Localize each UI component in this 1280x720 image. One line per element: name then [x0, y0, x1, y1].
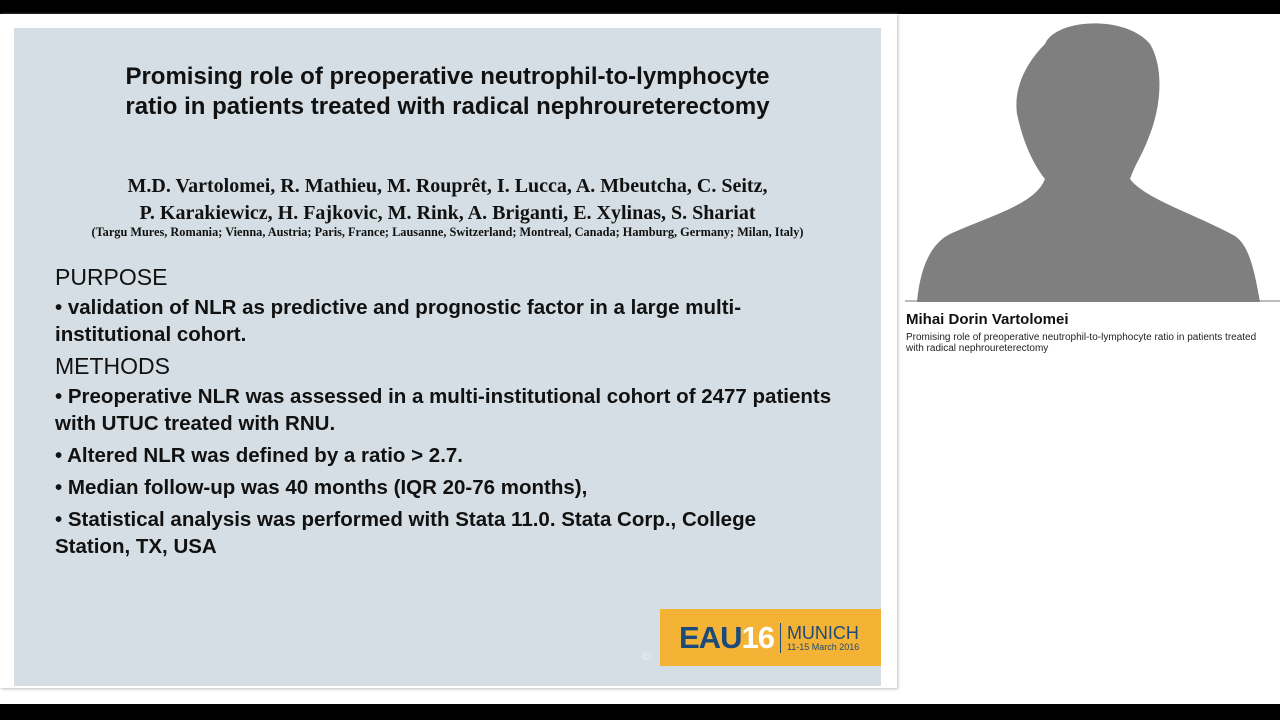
person-silhouette-icon: [905, 14, 1280, 302]
bullet: • Altered NLR was defined by a ratio > 2.7.: [55, 444, 463, 467]
bullet: • Statistical analysis was performed with Stata 11.0. Stata Corp., College Station, TX, USA: [55, 508, 756, 558]
bullet: • validation of NLR as predictive and prognostic factor in a large multi-institutional cohort.: [55, 296, 742, 346]
authors-line: P. Karakiewicz, H. Fajkovic, M. Rink, A. Briganti, E. Xylinas, S. Shariat: [139, 202, 756, 224]
bottom-black-bar: [0, 704, 1280, 720]
purpose-heading: PURPOSE: [55, 264, 168, 290]
bullet: • Preoperative NLR was assessed in a multi-institutional cohort of 2477 patients with UTUC treated with RNU.: [55, 385, 832, 435]
top-black-bar: [0, 0, 1280, 14]
authors: [14, 173, 881, 227]
copyright: ©: [642, 651, 651, 663]
speaker-name: Mihai Dorin Vartolomei: [906, 311, 1069, 328]
speaker-avatar-placeholder: [905, 14, 1280, 302]
slide-frame: [0, 14, 897, 688]
talk-title: Promising role of preoperative neutrophil-to-lymphocyte ratio in patients treated with radical nephroureterectomy: [906, 332, 1257, 354]
methods-heading: METHODS: [55, 353, 170, 379]
logo-divider: [780, 623, 781, 653]
presentation-slide: [14, 28, 881, 686]
slide-title: Promising role of preoperative neutrophil-to-lymphocyte ratio in patients treated with radical nephroureterectomy: [125, 63, 770, 120]
logo-eau: EAU16: [679, 619, 774, 655]
eau16-logo: [660, 609, 881, 666]
affiliations: (Targu Mures, Romania; Vienna, Austria; Paris, France; Lausanne, Switzerland; Montreal, Canada; Hamburg, Germany; Milan, Italy): [91, 225, 804, 239]
logo-city: MUNICH 11-15 March 2016: [786, 622, 860, 652]
slide-body: [55, 264, 835, 565]
bullet: • Median follow-up was 40 months (IQR 20-76 months),: [55, 476, 588, 499]
authors-line: M.D. Vartolomei, R. Mathieu, M. Rouprêt, I. Lucca, A. Mbeutcha, C. Seitz,: [127, 175, 768, 197]
